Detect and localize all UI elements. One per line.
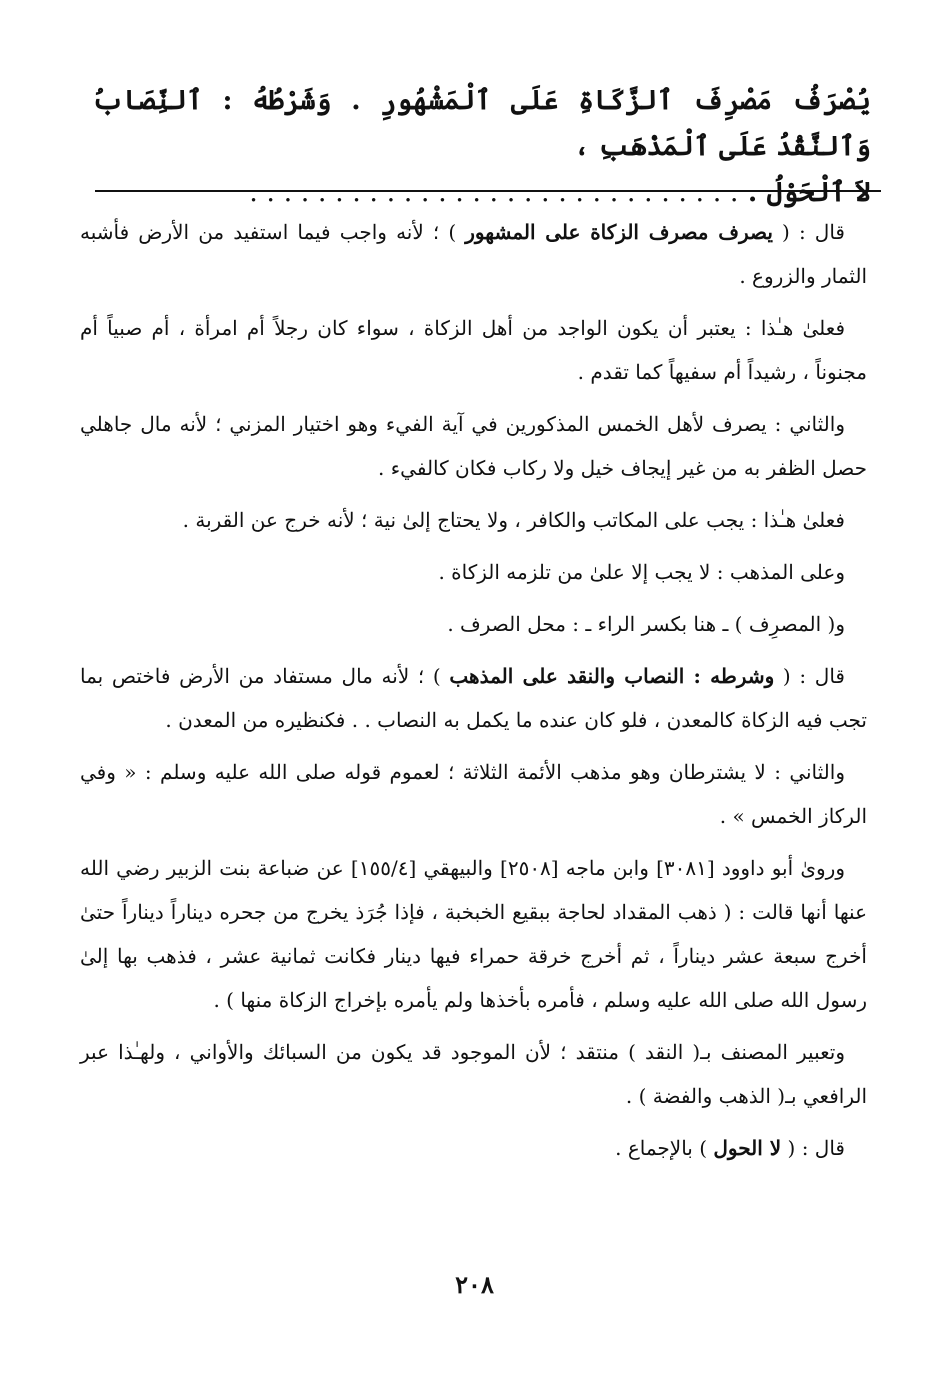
paragraph-2: فعلىٰ هـٰذا : يعتبر أن يكون الواجد من أهل الزكاة ، سواء كان رجلاً أم امرأة ، أم صبياً أم مجنوناً ، رشيداً أم سفيهاً كما تقدم . bbox=[80, 316, 867, 384]
paragraph-5: وعلى المذهب : لا يجب إلا علىٰ من تلزمه الزكاة . bbox=[438, 560, 845, 584]
para-text: ) بالإجماع . bbox=[615, 1136, 714, 1160]
para-prefix: قال : ( bbox=[772, 220, 845, 244]
paragraph-7 bbox=[80, 654, 867, 742]
para-prefix: قال : ( bbox=[774, 664, 845, 688]
quoted-matn: وشرطه : النصاب والنقد على المذهب bbox=[449, 664, 775, 688]
commentary-text bbox=[80, 210, 867, 1178]
matn-line-1: يُصْرَفُ مَصْرِفَ ٱلزَّكَاةِ عَلَى ٱلْمَشْهُورِ . وَشَرْطُهُ : ٱلنِّصَابُ وَٱلنَّقْدُ عَلَى ٱلْمَذْهَبِ ، bbox=[92, 85, 871, 162]
matn-dots: . . . . . . . . . . . . . . . . . . . . . . . . . . . . . bbox=[249, 177, 739, 208]
paragraph-1 bbox=[80, 210, 867, 298]
para-prefix: قال : ( bbox=[781, 1136, 845, 1160]
paragraph-11 bbox=[80, 1126, 867, 1170]
paragraph-8: والثاني : لا يشترطان وهو مذهب الأئمة الثلاثة ؛ لعموم قوله صلى الله عليه وسلم : « وفي الركاز الخمس » . bbox=[80, 760, 867, 828]
quoted-matn: لا الحول bbox=[713, 1136, 782, 1160]
paragraph-9: وروىٰ أبو داوود [٣٠٨١] وابن ماجه [٢٥٠٨] والبيهقي [١٥٥/٤] عن ضباعة بنت الزبير رضي الله عنها أنها قالت : ( ذهب المقداد لحاجة ببقيع الخبخبة ، فإذا جُرَذ يخرج من جحره ديناراً ديناراً حتىٰ أخرج سبعة عشر ديناراً ، ثم أخرج خرقة حمراء فيها دينار فكانت ثمانية عشر ، فذهب بها إلىٰ رسول الله صلى الله عليه وسلم ، فأمره بأخذها ولم يأمره بإخراج الزكاة منها ) . bbox=[80, 856, 868, 1012]
para-text: ) ؛ لأنه مال مستفاد من الأرض فاختص بما تجب فيه الزكاة كالمعدن ، فلو كان عنده ما يكمل به النصاب . . فكنظيره من المعدن . bbox=[80, 664, 867, 732]
paragraph-4: فعلىٰ هـٰذا : يجب على المكاتب والكافر ، ولا يحتاج إلىٰ نية ؛ لأنه خرج عن القربة . bbox=[182, 508, 845, 532]
page-number: ٢٠٨ bbox=[455, 1270, 494, 1299]
matn-text bbox=[92, 78, 871, 216]
matn-line-2-text: لاَ ٱلْحَوْلُ . bbox=[747, 177, 871, 208]
paragraph-10: وتعبير المصنف بـ( النقد ) منتقد ؛ لأن الموجود قد يكون من السبائك والأواني ، ولهـٰذا عبر الرافعي بـ( الذهب والفضة ) . bbox=[80, 1040, 867, 1108]
paragraph-6: و( المصرِف ) ـ هنا بكسر الراء ـ : محل الصرف . bbox=[447, 612, 845, 636]
separator-rule bbox=[95, 190, 881, 192]
quoted-matn: يصرف مصرف الزكاة على المشهور bbox=[465, 220, 773, 244]
paragraph-3: والثاني : يصرف لأهل الخمس المذكورين في آية الفيء وهو اختيار المزني ؛ لأنه مال جاهلي حصل الظفر به من غير إيجاف خيل ولا ركاب فكان كالفيء . bbox=[80, 412, 867, 480]
para-text: ) ؛ لأنه واجب فيما استفيد من الأرض فأشبه الثمار والزروع . bbox=[80, 220, 867, 288]
